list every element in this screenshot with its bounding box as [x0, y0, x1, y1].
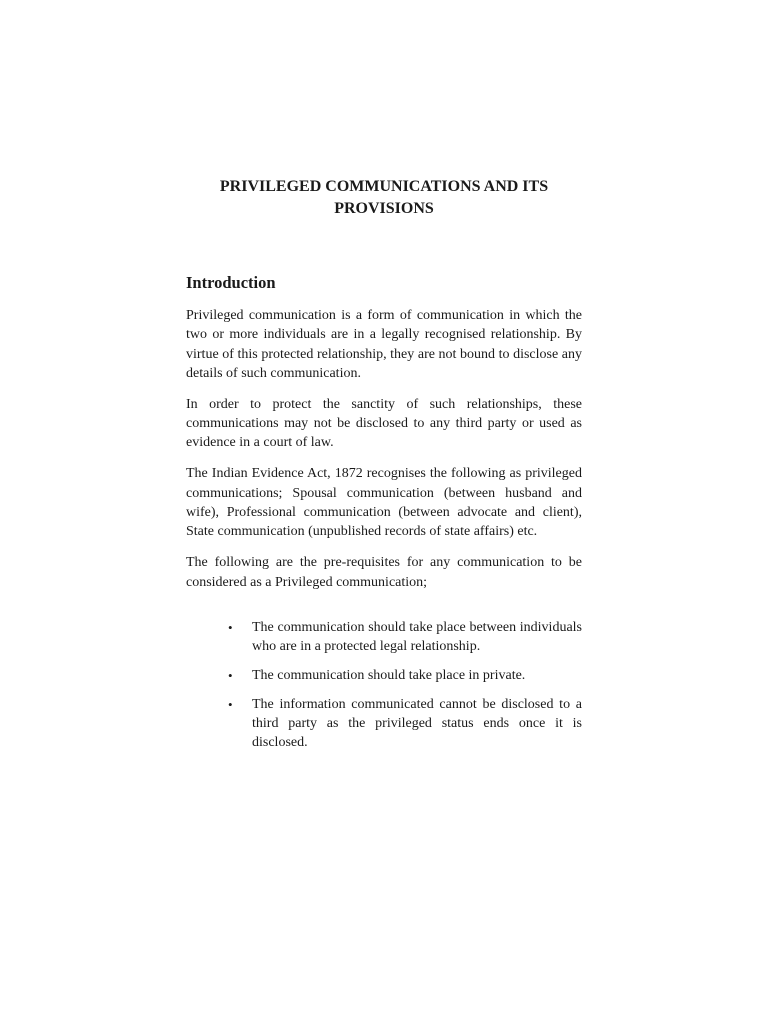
bullet-icon: • [228, 668, 233, 684]
list-item [228, 695, 582, 753]
paragraph-4: The following are the pre-requisites for any communication to be considered as a Privileged communication; [186, 555, 582, 590]
paragraph-2: In order to protect the sanctity of such relationships, these communications may not be disclosed to any third party or used as evidence in a court of law. [186, 396, 582, 451]
list-item-text: The communication should take place between individuals who are in a protected legal relationship. [252, 619, 582, 655]
document-title [186, 176, 582, 220]
title-line-2: PROVISIONS [334, 200, 434, 217]
bullet-icon: • [228, 696, 233, 712]
list-item [228, 666, 582, 685]
list-item-text: The information communicated cannot be disclosed to a third party as the privileged status ends once it is disclosed. [252, 696, 582, 751]
title-line-1: PRIVILEGED COMMUNICATIONS AND ITS [219, 178, 549, 195]
list-item [228, 618, 582, 657]
paragraph-3: The Indian Evidence Act, 1872 recognises the following as privileged communications; Spousal communication (between husband and wife), Professional communication (between advocate and client), State communication (unpublished records of state affairs) etc. [186, 466, 582, 540]
prerequisites-list [186, 618, 582, 753]
list-item-text: The communication should take place in private. [252, 668, 526, 684]
paragraph-1: Privileged communication is a form of communication in which the two or more individuals are in a legally recognised relationship. By virtue of this protected relationship, they are not bound to disclose any details of such communication. [186, 308, 582, 381]
document-page [186, 176, 582, 762]
bullet-icon: • [228, 619, 233, 635]
section-heading-introduction: Introduction [186, 273, 276, 292]
